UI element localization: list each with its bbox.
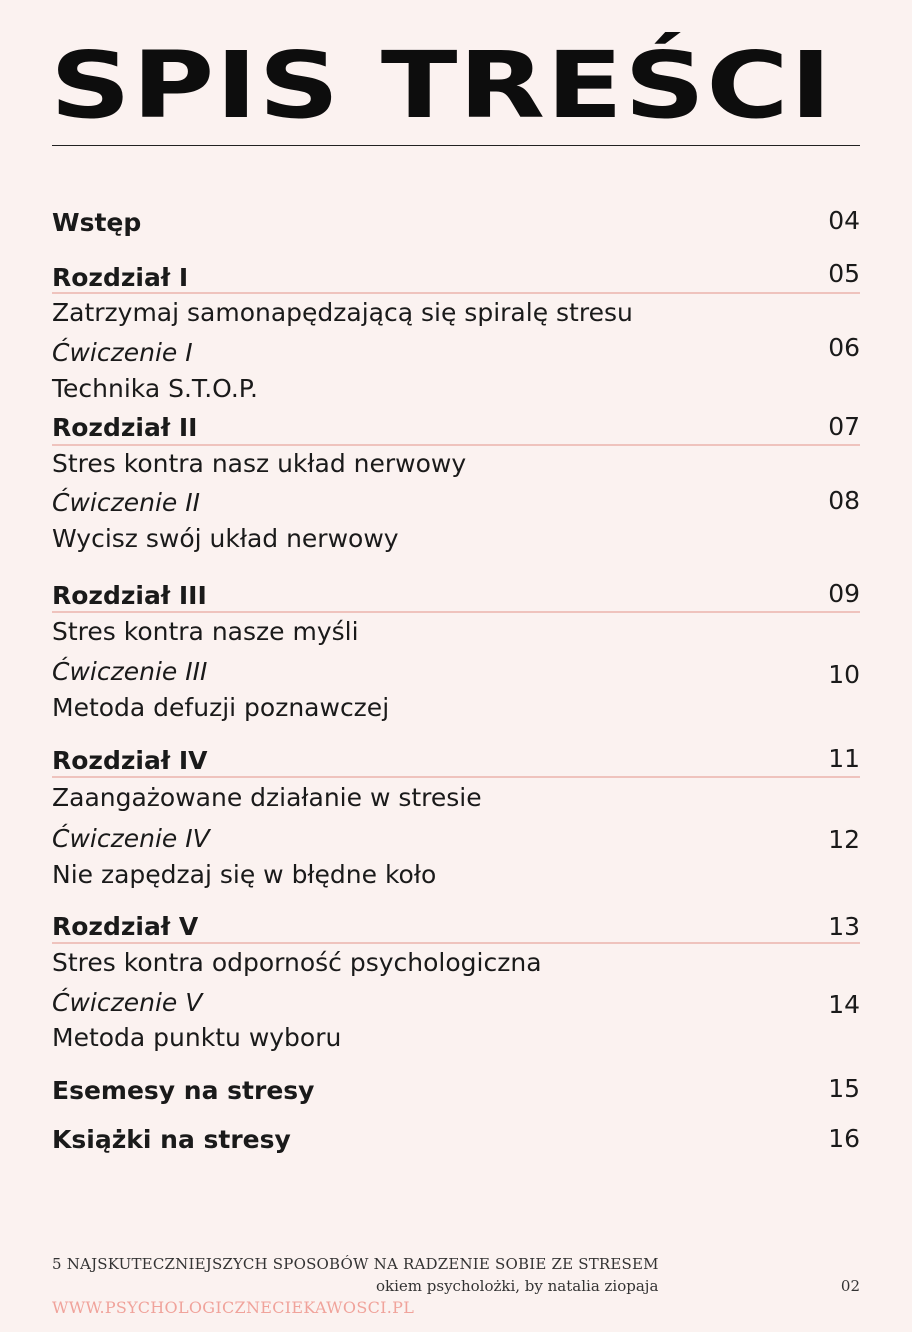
toc-exercise-title-1: Technika S.T.O.P. [52,374,258,403]
toc-page-chapter-4: 11 [828,744,860,773]
toc-page-chapter-1: 05 [828,259,860,288]
toc-entry-sms[interactable]: Esemesy na stresy [52,1076,315,1105]
toc-exercise-title-2: Wycisz swój układ nerwowy [52,524,399,553]
toc-entry-books[interactable]: Książki na stresy [52,1125,291,1154]
toc-page-exercise-4: 12 [828,825,860,854]
toc-topic-2: Stres kontra nasz układ nerwowy [52,449,467,478]
chapter-divider [52,611,860,613]
toc-page-books: 16 [828,1124,860,1153]
toc-page-exercise-5: 14 [828,990,860,1019]
toc-chapter-1[interactable]: Rozdział I [52,263,189,292]
toc-page-chapter-2: 07 [828,412,860,441]
toc-topic-5: Stres kontra odporność psychologiczna [52,948,542,977]
toc-page-intro: 04 [828,206,860,235]
footer-page-number: 02 [840,1277,860,1295]
toc-chapter-2[interactable]: Rozdział II [52,413,198,442]
toc-page-exercise-2: 08 [828,486,860,515]
page-title: SPIS TREŚCI [50,32,833,139]
footer-website-link[interactable]: WWW.PSYCHOLOGICZNECIEKAWOSCI.PL [52,1298,415,1317]
toc-page-chapter-3: 09 [828,579,860,608]
footer-author: okiem psycholożki, by natalia ziopaja [376,1277,659,1295]
toc-entry-intro[interactable]: Wstęp [52,208,142,237]
toc-exercise-2[interactable]: Ćwiczenie II [52,488,200,517]
footer-book-title: 5 NAJSKUTECZNIEJSZYCH SPOSOBÓW NA RADZENIE SOBIE ZE STRESEM [52,1255,659,1273]
chapter-divider [52,444,860,446]
toc-exercise-title-5: Metoda punktu wyboru [52,1023,342,1052]
chapter-divider [52,942,860,944]
toc-page-chapter-5: 13 [828,912,860,941]
toc-exercise-1[interactable]: Ćwiczenie I [52,338,193,367]
toc-chapter-3[interactable]: Rozdział III [52,581,207,610]
toc-exercise-5[interactable]: Ćwiczenie V [52,988,203,1017]
toc-page-exercise-1: 06 [828,333,860,362]
toc-chapter-4[interactable]: Rozdział IV [52,746,208,775]
toc-page-sms: 15 [828,1074,860,1103]
toc-page-exercise-3: 10 [828,660,860,689]
toc-exercise-4[interactable]: Ćwiczenie IV [52,824,210,853]
toc-exercise-3[interactable]: Ćwiczenie III [52,657,208,686]
title-divider [52,145,860,146]
toc-exercise-title-3: Metoda defuzji poznawczej [52,693,390,722]
toc-topic-1: Zatrzymaj samonapędzającą się spiralę stresu [52,298,633,327]
chapter-divider [52,776,860,778]
toc-topic-3: Stres kontra nasze myśli [52,617,359,646]
chapter-divider [52,292,860,294]
toc-exercise-title-4: Nie zapędzaj się w błędne koło [52,860,437,889]
toc-chapter-5[interactable]: Rozdział V [52,912,199,941]
toc-topic-4: Zaangażowane działanie w stresie [52,783,482,812]
